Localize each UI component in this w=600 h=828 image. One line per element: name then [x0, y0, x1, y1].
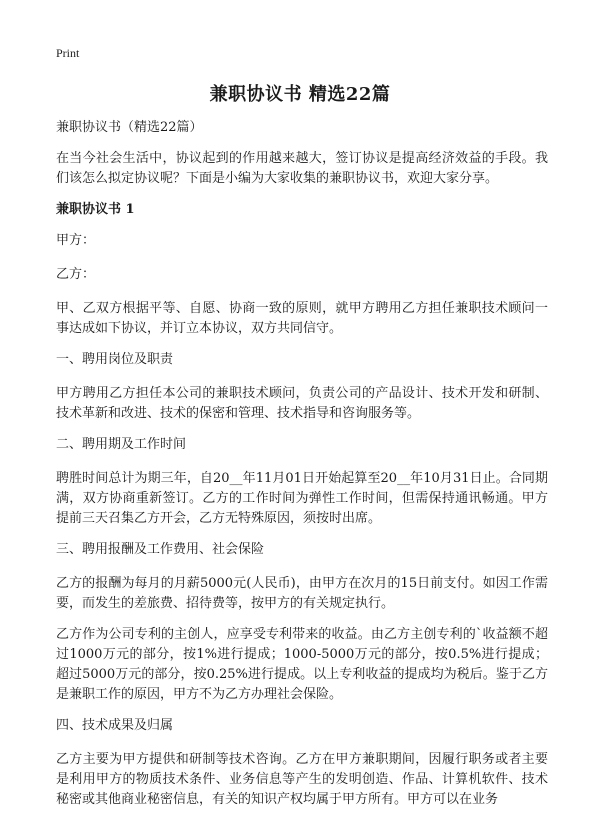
clause-paragraph-2: 聘胜时间总计为期三年，自20__年11月01日开始起算至20__年10月31日止。合同期满，双方协商重新签订。乙方的工作时间为弹性工作时间，但需保持通讯畅通。甲方提前三天召集乙方开会，乙方无特殊原因，须按时出席。 — [56, 471, 548, 526]
clause-paragraph-1: 甲方聘用乙方担任本公司的兼职技术顾问，负责公司的产品设计、技术开发和研制、技术革新和改进、技术的保密和管理、技术指导和咨询服务等。 — [56, 386, 548, 421]
intro-paragraph: 在当今社会生活中，协议起到的作用越来越大，签订协议是提高经济效益的手段。我们该怎么拟定协议呢？下面是小编为大家收集的兼职协议书，欢迎大家分享。 — [56, 151, 548, 186]
section-title: 兼职协议书 1 — [56, 202, 135, 217]
clause-heading-3: 三、聘用报酬及工作费用、社会保险 — [56, 542, 265, 557]
clause-heading-2: 二、聘用期及工作时间 — [56, 437, 187, 452]
document-subtitle: 兼职协议书（精选22篇） — [56, 120, 203, 135]
party-a-label: 甲方： — [56, 233, 96, 248]
preamble-paragraph: 甲、乙双方根据平等、自愿、协商一致的原则，就甲方聘用乙方担任兼职技术顾问一事达成如下协议，并订立本协议，双方共同信守。 — [56, 301, 548, 336]
document-body — [56, 118, 548, 821]
print-link[interactable]: Print — [56, 46, 80, 60]
party-b-label: 乙方： — [56, 267, 96, 282]
clause-paragraph-3a: 乙方的报酬为每月的月薪5000元(人民币)，由甲方在次月的15日前支付。如因工作需要，而发生的差旅费、招待费等，按甲方的有关规定执行。 — [56, 576, 548, 611]
clause-heading-4: 四、技术成果及归属 — [56, 718, 174, 733]
clause-paragraph-4: 乙方主要为甲方提供和研制等技术咨询。乙方在甲方兼职期间，因履行职务或者主要是利用甲方的物质技术条件、业务信息等产生的发明创造、作品、计算机软件、技术秘密或其他商业秘密信息，有关的知识产权均属于甲方所有。甲方可以在业务 — [56, 752, 548, 807]
clause-paragraph-3b: 乙方作为公司专利的主创人，应享受专利带来的收益。由乙方主创专利的`收益额不超过1000万元的部分，按1%进行提成；1000-5000万元的部分，按0.5%进行提成；超过5000万元的部分，按0.25%进行提成。以上专利收益的提成均为税后。鉴于乙方是兼职工作的原因，甲方不为乙方办理社会保险。 — [56, 627, 548, 702]
clause-heading-1: 一、聘用岗位及职责 — [56, 352, 174, 367]
page-title: 兼职协议书 精选22篇 — [209, 84, 391, 105]
